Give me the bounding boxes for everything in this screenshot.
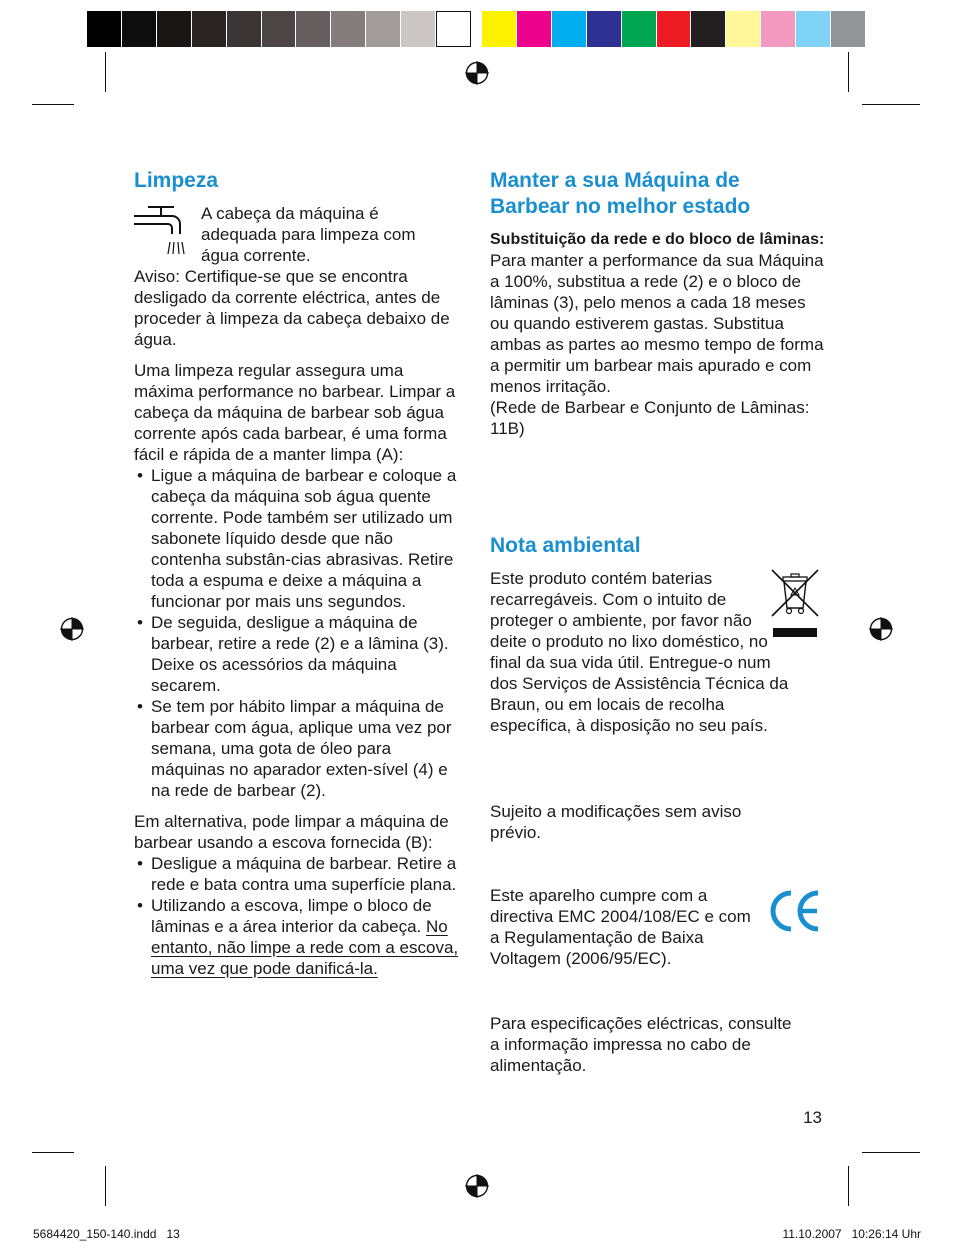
crop-mark — [848, 1166, 849, 1206]
intro-line: água corrente. — [201, 246, 311, 265]
color-swatch — [366, 11, 401, 47]
crop-mark — [32, 1152, 74, 1153]
color-swatch — [262, 11, 297, 47]
color-swatch — [482, 11, 517, 47]
crop-mark — [105, 1166, 106, 1206]
environment-text: Este produto contém baterias recarregáveis. Com o intuito de proteger o ambiente, por favor não deite o produto no lixo doméstico, no final da sua vida útil. Entregue-o num dos Serviços de Assistência Técnica da Braun, ou em locais de recolha específica, à disposição no seu país. — [490, 569, 789, 735]
color-swatch — [517, 11, 552, 47]
ce-mark-icon — [768, 887, 822, 935]
cleaning-steps-list — [134, 465, 466, 801]
list-item — [134, 895, 466, 979]
color-swatch — [157, 11, 192, 47]
crop-mark — [32, 104, 74, 105]
regular-cleaning-text: Uma limpeza regular assegura uma máxima performance no barbear. Limpar a cabeça da máquina de barbear sob água corrente após cada barbear, é uma forma fácil e rápida de a manter limpa (A): — [134, 361, 456, 464]
registration-mark-icon — [869, 617, 893, 641]
color-swatch — [552, 11, 587, 47]
page-number: 13 — [803, 1108, 822, 1127]
brush-alternative-text: Em alternativa, pode limpar a máquina de barbear usando a escova fornecida (B): — [134, 812, 449, 852]
color-swatch — [831, 11, 866, 47]
color-swatch — [401, 11, 436, 47]
warning-text: Aviso: Certifique-se que se encontra desligado da corrente eléctrica, antes de proceder à limpeza da cabeça debaixo de água. — [134, 267, 450, 349]
grayscale-color-bar — [87, 11, 471, 47]
process-color-bar — [482, 11, 866, 47]
electrical-spec-text: Para especificações eléctricas, consulte a informação impressa no cabo de alimentação. — [490, 1014, 792, 1075]
color-swatch — [436, 11, 471, 47]
brush-warning-underlined: No entanto, não limpe a rede com a escova, uma vez que pode danificá-la. — [151, 917, 459, 978]
emc-compliance-text: Este aparelho cumpre com a directiva EMC 2004/108/EC e com a Regulamentação de Baixa Voltagem (2006/95/EC). — [490, 886, 751, 968]
intro-line: adequada para limpeza com — [201, 225, 416, 244]
brush-step-text: Utilizando a escova, limpe o bloco de lâminas e a área interior da cabeça. — [151, 896, 432, 936]
replacement-subheading: Substituição da rede e do bloco de lâminas: — [490, 231, 825, 248]
color-swatch — [691, 11, 726, 47]
color-swatch — [122, 11, 157, 47]
maintenance-heading: Manter a sua Máquina de Barbear no melhor estado — [490, 169, 751, 218]
color-swatch — [331, 11, 366, 47]
color-swatch — [796, 11, 831, 47]
crossed-out-bin-icon — [770, 568, 820, 640]
color-swatch — [726, 11, 761, 47]
replacement-section — [490, 230, 825, 439]
registration-mark-icon — [465, 1174, 489, 1198]
crop-mark — [848, 52, 849, 92]
color-swatch — [192, 11, 227, 47]
color-swatch — [296, 11, 331, 47]
crop-mark — [105, 52, 106, 92]
color-swatch — [622, 11, 657, 47]
list-item: • Desligue a máquina de barbear. Retire a rede e bata contra uma superfície plana. — [134, 853, 466, 895]
registration-mark-icon — [465, 61, 489, 85]
color-swatch — [87, 11, 122, 47]
registration-mark-icon — [60, 617, 84, 641]
list-item: • Se tem por hábito limpar a máquina de barbear com água, aplique uma vez por semana, uma gota de óleo para máquinas no aparador exten-sível (4) e na rede de barbear (2). — [134, 696, 466, 801]
list-item: • De seguida, desligue a máquina de barbear, retire a rede (2) e a lâmina (3). Deixe os acessórios da máquina secarem. — [134, 612, 466, 696]
color-swatch — [587, 11, 622, 47]
cleaning-intro — [201, 203, 471, 266]
replacement-text: Para manter a performance da sua Máquina a 100%, substitua a rede (2) e o bloco de lâminas (3), pelo menos a cada 18 meses ou quando estiverem gastas. Substitua ambas as partes ao mesmo tempo de forma a permitir um barbear mais apurado e com menos irritação. — [490, 251, 824, 396]
cleaning-body — [134, 266, 466, 979]
color-swatch — [227, 11, 262, 47]
cleaning-heading: Limpeza — [134, 169, 219, 192]
crop-mark — [862, 104, 920, 105]
replacement-part-ref: (Rede de Barbear e Conjunto de Lâminas: 11B) — [490, 398, 810, 438]
intro-line: A cabeça da máquina é — [201, 204, 379, 223]
faucet-icon — [134, 204, 190, 258]
color-swatch — [761, 11, 796, 47]
crop-mark — [862, 1152, 920, 1153]
brush-steps-list — [134, 853, 466, 979]
color-swatch — [657, 11, 692, 47]
list-item: • Ligue a máquina de barbear e coloque a cabeça da máquina sob água quente corrente. Pode também ser utilizado um sabonete líquido desde que não contenha substân-cias abrasivas. Retire toda a espuma e deixe a máquina a funcionar por mais uns segundos. — [134, 465, 466, 612]
footer-timestamp: 11.10.2007 10:26:14 Uhr — [782, 1227, 921, 1241]
modifications-text: Sujeito a modificações sem aviso prévio. — [490, 802, 742, 842]
footer-filename: 5684420_150-140.indd 13 — [33, 1227, 180, 1241]
environment-heading: Nota ambiental — [490, 534, 641, 557]
